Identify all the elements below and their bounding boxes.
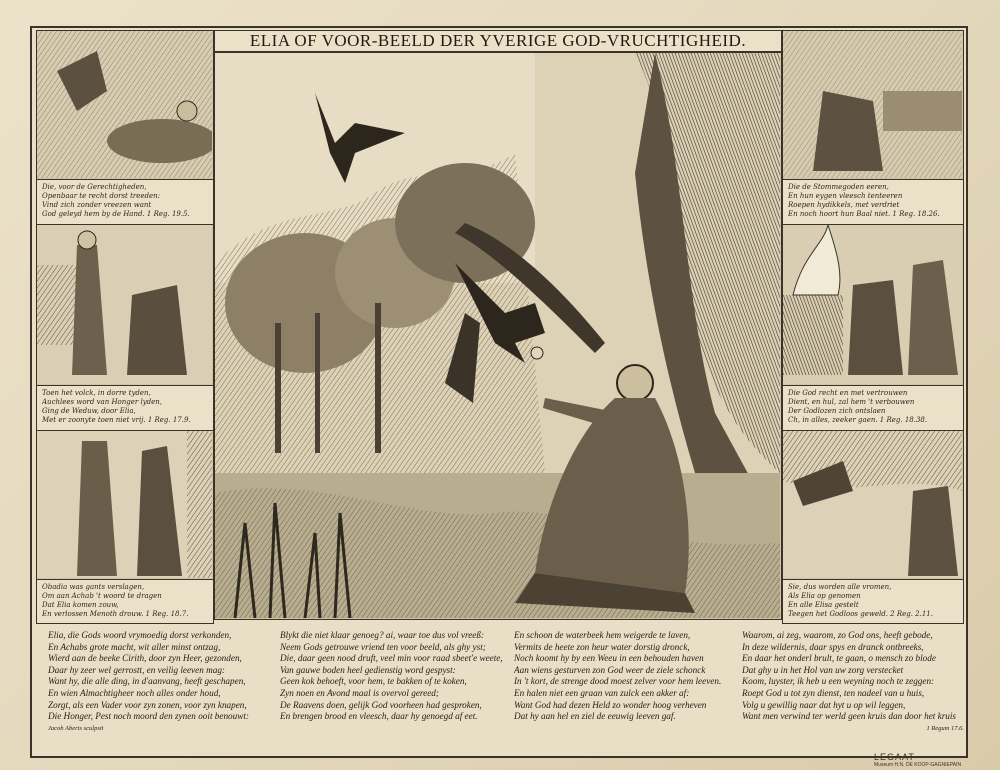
left-vignette-3 — [36, 430, 214, 580]
poem-column-1: Elia, die Gods woord vrymoedig dorst verkonden, En Achabs grote macht, wit aller minst ontzag, Wierd aan de beeke Cirith, door zyn Heer, gezonden, Daar hy zeer wel gerrostt, en veilig leeven mag: Want hy, die alle ding, in d'aanvang, heeft geschapen, En wien Almachtigheer noch alles onder houd, Zorgt, als een Vader voor zyn zonen, voor zyn knapen, Die Honger, Pest noch moord den zynen ooit benouwt: Jacob Aberts sculpsit — [48, 630, 273, 748]
left-vignette-1 — [36, 30, 214, 180]
left-caption-2: Toen het volck, in dorre tyden, Auchlees word van Honger lyden, Ging de Weduw, door Elia, Met er zoonyte toen niet vrij. 1 Reg. 17.9. — [36, 386, 214, 430]
right-caption-1: Die de Stommegoden eeren, En hun eygen vleesch tenteeren Roepen hydikkels, met verdriet En noch hoort hun Baal niet. 1 Reg. 18.26. — [782, 180, 964, 224]
right-vignette-2 — [782, 224, 964, 386]
left-vignette-2 — [36, 224, 214, 386]
print-title: ELIA OF VOOR-BEELD DER YVERIGE GOD-VRUCHTIGHEID. — [214, 30, 782, 52]
widow-of-zarephath-vignette — [37, 225, 212, 384]
collection-stamp-sub: Museum H.N. DE KOOP-GAGNIEPAIN — [874, 762, 962, 768]
collection-stamp: LEGAAT — [874, 752, 915, 762]
poem-column-3: En schoon de waterbeek hem weigerde te laven, Vermits de heete zon heur water dorstig dronck, Noch koomt hy by een Weeu in een behouden haven Aan wiens gesturven zon God weer de ziele schonck In 't kort, de strenge dood moest zelver voor hem leeven. En halen niet een graan van zulck een akker af: Want God had dezen Held zo wonder hoog verheven Dat hy aan hel en ziel de eeuwig leeven gaf. — [514, 630, 722, 722]
right-vignette-3 — [782, 430, 964, 580]
fire-on-altar-vignette — [783, 225, 962, 384]
chariot-of-fire-vignette — [783, 431, 962, 578]
poem-column-2: Blykt die niet klaar genoeg? ai, waar toe dus vol vreeß: Neem Gods getrouwe vriend ten voor beeld, als ghy yst; Die, daar geen nood druft, veel min voor raad sbeet'e weete, Van gauwe boden heel gedienstig word gespyst: Geen kok behoeft, voor hem, te bakken of te koken, Zyn noen en Avond maal is overvol gereed; De Raavens doen, gelijk God voorheen had gesproken, En brengen brood en vleesch, daar hy genoegd af eet. — [280, 630, 503, 722]
poem-column-4: Waarom, ai zeg, waarom, zo God ons, heeft gebode, In deze wildernis, daar spys en dranck ontbreeks, En daar het onderl brult, te gaan, o mensch zo blode Dat ghy u in het Hol van uw zorg verstecket Koom, luyster, ik heb u een weyning noch te zeggen: Roept God u tot zyn dienst, ten nadeel van u huis, Volg u gewillig naar dat hyt u op wil leggen, Want men verwind ter werld geen kruis dan door het kruis 1 Regum 17.6. — [742, 630, 964, 748]
priests-of-baal-vignette — [783, 31, 962, 178]
right-caption-3: Sie, dus worden alle vromen, Als Elia op genomen En alle Elisa gestelt Teegen het Godloos geweld. 2 Reg. 2.11. — [782, 580, 964, 624]
angel-wakes-elijah-vignette — [37, 31, 212, 178]
right-caption-2: Die God recht en met vertrouwen Dient, en hul, zal hem 't verbouwen Der Godlozen zich ontslaen Ch, in alles, zeeker gaen. 1 Reg. 18.38. — [782, 386, 964, 430]
right-vignette-1 — [782, 30, 964, 180]
elijah-fed-by-ravens-illustration — [215, 53, 780, 618]
engraver-credit: Jacob Aberts sculpsit — [48, 724, 104, 732]
central-scene-image — [214, 52, 782, 620]
left-caption-3: Obadia was gants verslagen, Om aan Achab 't woord te dragen Dat Elia komen zouw, En verlossen Menoth drouw. 1 Reg. 18.7. — [36, 580, 214, 624]
obadiah-meets-elijah-vignette — [37, 431, 212, 578]
left-caption-1: Die, voor de Gerechtigheden, Openbaar te recht dorst treeden: Vind zich zonder vreezen want God geleyd hem by de Hand. 1 Reg. 19.5. — [36, 180, 214, 224]
bible-reference: 1 Regum 17.6. — [926, 724, 964, 732]
